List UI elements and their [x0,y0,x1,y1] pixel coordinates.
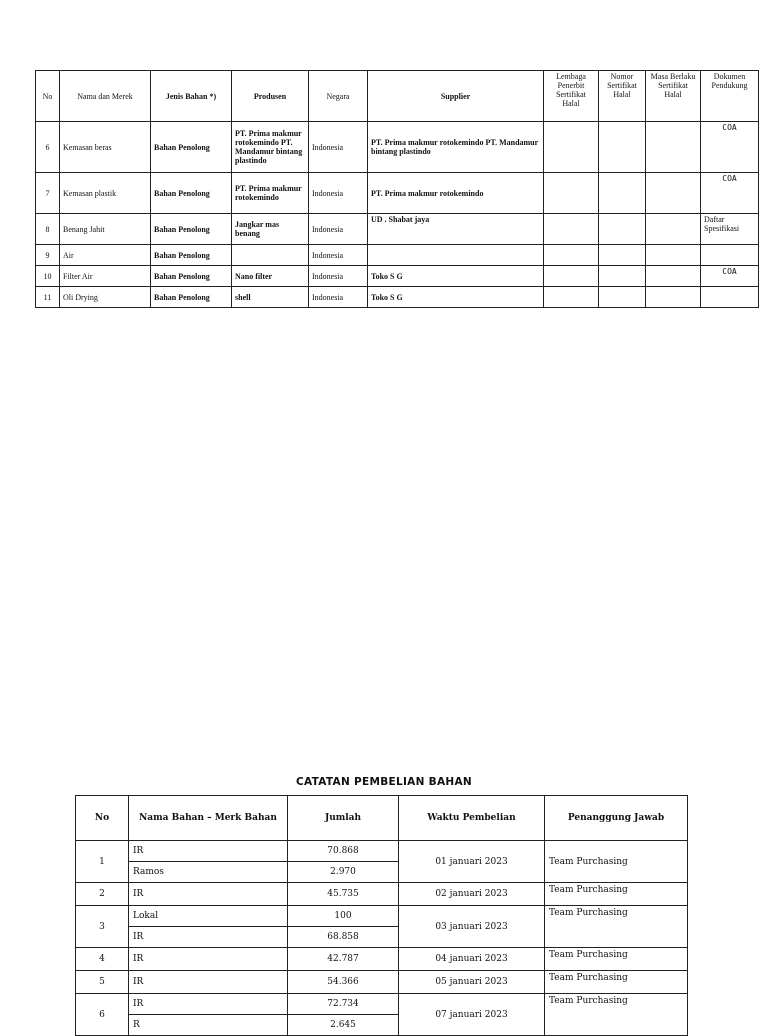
cell-no: 6 [76,994,129,1036]
cell-nama-bahan: IR [129,883,288,906]
cell-penanggung-jawab: Team Purchasing [545,948,688,971]
cell-produsen: Nano filter [232,266,309,287]
cell-lembaga [544,287,599,308]
table-row [76,906,688,927]
table-row [36,287,759,308]
table-row [36,245,759,266]
bahan-table [35,70,759,308]
cell-supplier: PT. Prima makmur rotokemindo [368,173,544,214]
cell-nama-bahan: IR [129,971,288,994]
cell-nomor [599,266,646,287]
cell-no: 4 [76,948,129,971]
cell-produsen [232,245,309,266]
cell-no: 11 [36,287,60,308]
cell-jenis: Bahan Penolong [151,266,232,287]
cell-waktu: 03 januari 2023 [399,906,545,948]
cell-dokumen: COA [701,173,759,214]
header-waktu: Waktu Pembelian [399,796,545,841]
cell-nama-bahan: IR [129,994,288,1015]
cell-penanggung-jawab: Team Purchasing [545,971,688,994]
cell-jenis: Bahan Penolong [151,122,232,173]
table-row [76,994,688,1015]
header-penanggung-jawab: Penanggung Jawab [545,796,688,841]
cell-produsen: PT. Prima makmur rotokemindo [232,173,309,214]
cell-negara: Indonesia [309,245,368,266]
cell-negara: Indonesia [309,287,368,308]
cell-supplier: Toko S G [368,266,544,287]
cell-no: 9 [36,245,60,266]
cell-dokumen [701,245,759,266]
header-nomor: Nomor Sertifikat Halal [599,71,646,122]
cell-negara: Indonesia [309,266,368,287]
cell-supplier [368,245,544,266]
table-row [36,214,759,245]
cell-supplier: UD . Shabat jaya [368,214,544,245]
pembelian-header-row [76,796,688,841]
header-produsen: Produsen [232,71,309,122]
cell-jumlah: 2.970 [288,862,399,883]
cell-negara: Indonesia [309,173,368,214]
header-jumlah: Jumlah [288,796,399,841]
cell-penanggung-jawab: Team Purchasing [545,883,688,906]
cell-jenis: Bahan Penolong [151,287,232,308]
cell-jenis: Bahan Penolong [151,214,232,245]
cell-nomor [599,173,646,214]
cell-jumlah: 70.868 [288,841,399,862]
cell-lembaga [544,245,599,266]
cell-dokumen [701,287,759,308]
table-row [36,173,759,214]
table-row [76,948,688,971]
cell-produsen: PT. Prima makmur rotokemindo PT. Mandamur bintang plastindo [232,122,309,173]
cell-penanggung-jawab: Team Purchasing [545,841,688,883]
cell-dokumen: COA [701,266,759,287]
header-lembaga: Lembaga Penerbit Sertifikat Halal [544,71,599,122]
cell-dokumen: Daftar Spesifikasi [701,214,759,245]
table-row [36,266,759,287]
cell-negara: Indonesia [309,122,368,173]
cell-lembaga [544,173,599,214]
cell-supplier: PT. Prima makmur rotokemindo PT. Mandamur bintang plastindo [368,122,544,173]
cell-no: 6 [36,122,60,173]
cell-masa [646,287,701,308]
cell-dokumen: COA [701,122,759,173]
header-no: No [76,796,129,841]
cell-nama: Filter Air [60,266,151,287]
header-masa: Masa Berlaku Sertifikat Halal [646,71,701,122]
header-negara: Negara [309,71,368,122]
cell-waktu: 02 januari 2023 [399,883,545,906]
pembelian-table [75,795,688,1036]
cell-waktu: 01 januari 2023 [399,841,545,883]
cell-jumlah: 68.858 [288,927,399,948]
cell-nama-bahan: Lokal [129,906,288,927]
header-nama: Nama dan Merek [60,71,151,122]
cell-nama: Air [60,245,151,266]
cell-nama: Kemasan plastik [60,173,151,214]
cell-no: 8 [36,214,60,245]
cell-masa [646,266,701,287]
cell-nomor [599,287,646,308]
cell-jenis: Bahan Penolong [151,173,232,214]
cell-nomor [599,245,646,266]
header-jenis: Jenis Bahan *) [151,71,232,122]
cell-nama-bahan: IR [129,948,288,971]
cell-jumlah: 54.366 [288,971,399,994]
cell-nama-bahan: IR [129,927,288,948]
bahan-header-row [36,71,759,122]
header-dokumen: Dokumen Pendukung [701,71,759,122]
cell-negara: Indonesia [309,214,368,245]
cell-penanggung-jawab: Team Purchasing [545,994,688,1036]
cell-masa [646,245,701,266]
cell-jumlah: 2.645 [288,1015,399,1036]
table-row [76,971,688,994]
table-row [36,122,759,173]
table-row [76,841,688,862]
pembelian-title: CATATAN PEMBELIAN BAHAN [296,776,472,788]
table-row [76,883,688,906]
cell-lembaga [544,214,599,245]
header-nama-bahan: Nama Bahan – Merk Bahan [129,796,288,841]
cell-nama-bahan: Ramos [129,862,288,883]
cell-nama: Kemasan beras [60,122,151,173]
cell-no: 2 [76,883,129,906]
cell-jumlah: 100 [288,906,399,927]
header-no: No [36,71,60,122]
cell-waktu: 05 januari 2023 [399,971,545,994]
cell-jenis: Bahan Penolong [151,245,232,266]
cell-supplier: Toko S G [368,287,544,308]
cell-nomor [599,122,646,173]
cell-nama: Benang Jahit [60,214,151,245]
cell-no: 1 [76,841,129,883]
cell-jumlah: 72.734 [288,994,399,1015]
cell-no: 10 [36,266,60,287]
cell-lembaga [544,122,599,173]
cell-produsen: shell [232,287,309,308]
cell-penanggung-jawab: Team Purchasing [545,906,688,948]
cell-nomor [599,214,646,245]
cell-nama-bahan: IR [129,841,288,862]
cell-no: 3 [76,906,129,948]
cell-no: 5 [76,971,129,994]
cell-produsen: Jangkar mas benang [232,214,309,245]
cell-no: 7 [36,173,60,214]
cell-masa [646,214,701,245]
header-supplier: Supplier [368,71,544,122]
cell-waktu: 07 januari 2023 [399,994,545,1036]
cell-masa [646,122,701,173]
cell-lembaga [544,266,599,287]
cell-waktu: 04 januari 2023 [399,948,545,971]
cell-jumlah: 45.735 [288,883,399,906]
cell-nama-bahan: R [129,1015,288,1036]
cell-masa [646,173,701,214]
cell-jumlah: 42.787 [288,948,399,971]
cell-nama: Oli Drying [60,287,151,308]
